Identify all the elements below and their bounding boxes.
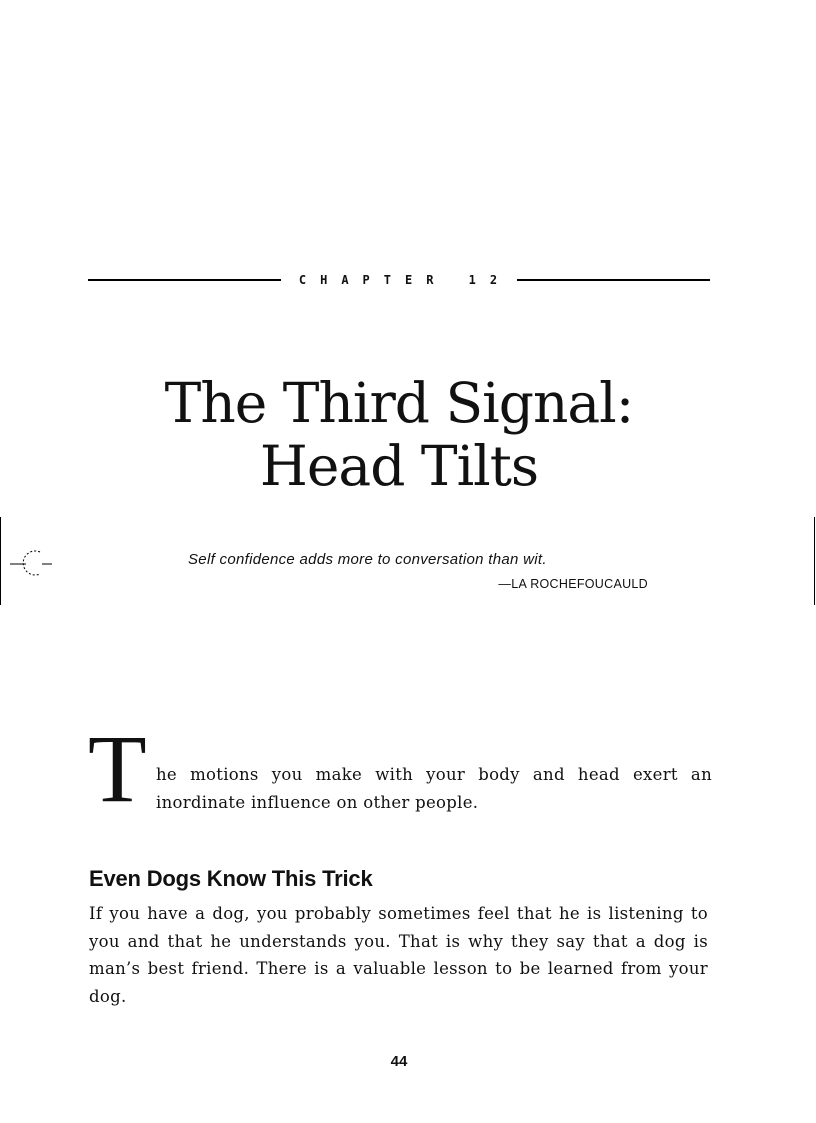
crop-mark-left	[0, 517, 1, 605]
opening-text: he motions you make with your body and head exert an inordinate influence on other people.	[156, 765, 712, 812]
chapter-title-line-2: Head Tilts	[259, 434, 539, 498]
chapter-rule-left	[88, 279, 281, 281]
chapter-label: CHAPTER 12	[298, 273, 512, 287]
body-paragraph: If you have a dog, you probably sometimes feel that he is listening to you and that he understands you. That is why they say that a dog is man’s best friend. There is a valuable lesson to be learned from your dog.	[89, 904, 708, 1006]
chapter-rule-right	[517, 279, 710, 281]
section-heading: Even Dogs Know This Trick	[89, 866, 373, 891]
epigraph	[188, 551, 648, 591]
epigraph-quote: Self confidence adds more to conversation than wit.	[188, 551, 547, 568]
opening-paragraph	[88, 715, 712, 822]
page-number: 44	[390, 1053, 408, 1070]
drop-cap: T	[88, 715, 147, 822]
crop-mark-right	[814, 517, 815, 605]
chapter-heading	[88, 270, 710, 290]
chapter-title-line-1: The Third Signal:	[164, 371, 634, 435]
chapter-title	[0, 372, 798, 498]
registration-mark-icon	[4, 548, 58, 576]
epigraph-attribution: —LA ROCHEFOUCAULD	[498, 577, 648, 591]
